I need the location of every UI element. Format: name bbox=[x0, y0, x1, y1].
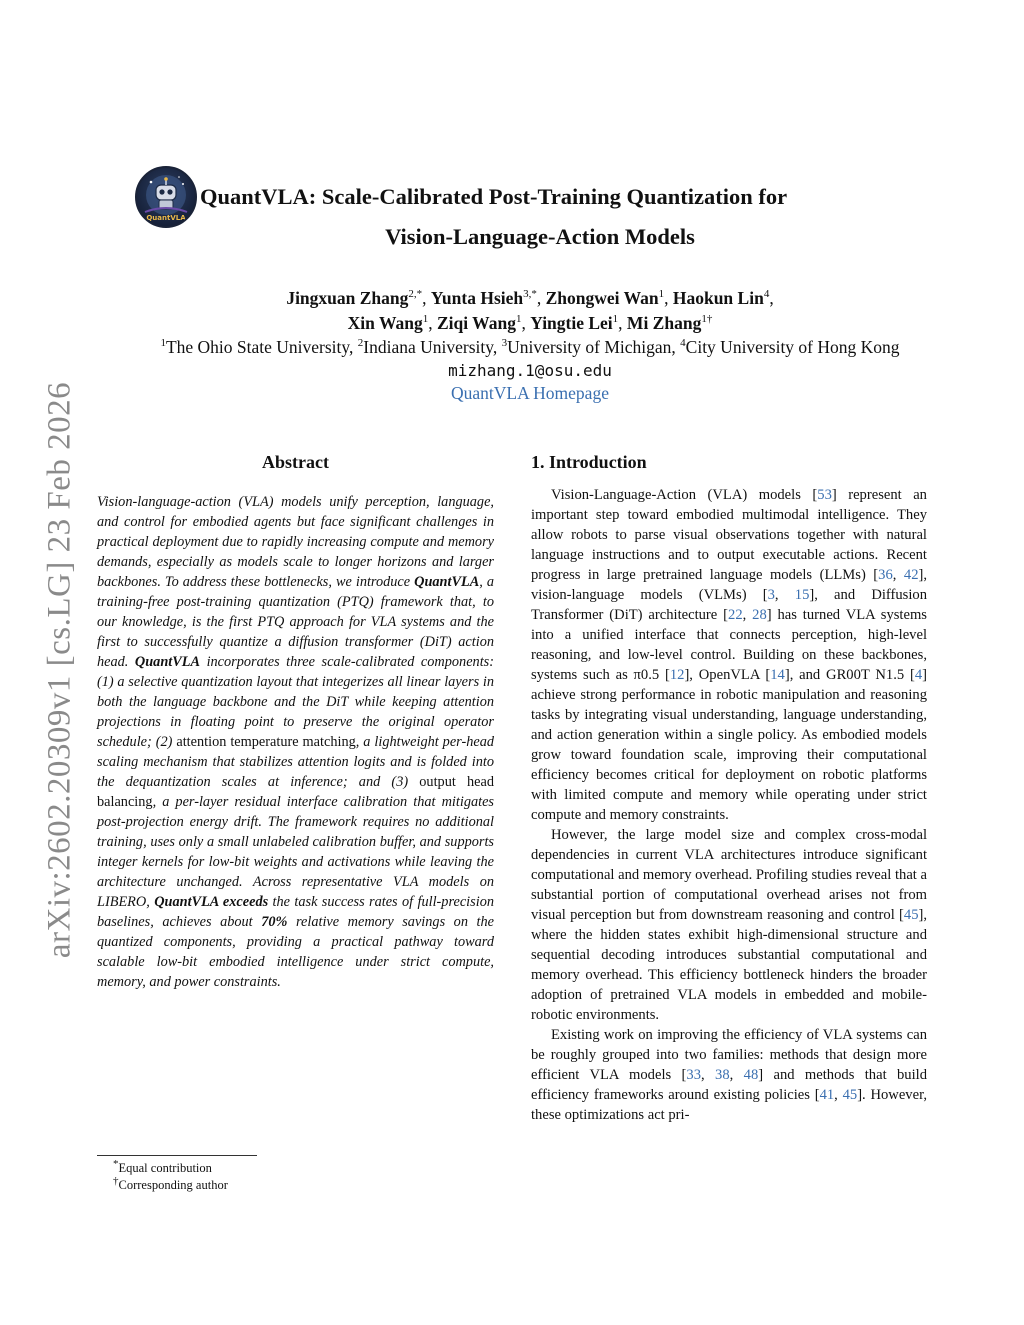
citation-link[interactable]: 48 bbox=[743, 1067, 759, 1083]
paper-title-line-1: QuantVLA: Scale-Calibrated Post-Training Quantization for bbox=[200, 184, 788, 209]
affiliation: The Ohio State University, bbox=[165, 337, 358, 357]
author-affiliation-mark: 1 bbox=[658, 288, 665, 301]
citation-link[interactable]: 33 bbox=[686, 1067, 701, 1083]
memory-savings-value: 70% bbox=[261, 914, 288, 930]
affiliation-mark: 4 bbox=[680, 337, 686, 350]
citation-link[interactable]: 12 bbox=[669, 667, 685, 683]
citation-link[interactable]: 38 bbox=[715, 1067, 730, 1083]
abstract-body: Vision-language-action (VLA) models unify perception, language, and control for embodied agents but face significant challenges in practical deployment due to rapidly increasing compute and memory demands, especially as models scale to longer horizons and larger backbones. To address these bottlenecks, we introduce QuantVLA, a training-free post-training quantization (PTQ) framework that, to our knowledge, is the first PTQ approach for VLA systems and the first to successfully quantize a diffusion transformer (DiT) action head. QuantVLA incorporates three scale-calibrated components: (1) a selective quantization layout that integerizes all linear layers in both the language backbone and the DiT while keeping attention projections in floating point to preserve the original operator schedule; (2) attention temperature matching, a lightweight per-head scaling mechanism that stabilizes attention logits and is folded into the dequantization scales at inference; and (3) output head balancing, a per-layer residual interface calibration that mitigates post-projection energy drift. The framework requires no additional training, uses only a small unlabeled calibration buffer, and supports integer kernels for low-bit weights and activations while leaving the architecture unchanged. Across representative VLA models on LIBERO, QuantVLA exceeds the task success rates of full-precision baselines, achieves about 70% relative memory savings on the quantized components, providing a practical pathway toward scalable low-bit embodied intelligence under strict compute, memory, and power constraints. bbox=[97, 494, 495, 990]
author-affiliation-mark: 2,* bbox=[408, 288, 423, 301]
citation-link[interactable]: 4 bbox=[914, 667, 923, 683]
author-list-line-2: Xin Wang$^1$, Ziqi Wang$^1$, Yingtie Lei$^1$, Mi Zhang$^{1\dagger}$ bbox=[347, 313, 713, 333]
author: Xin Wang bbox=[347, 313, 423, 333]
component-name: attention temperature matching bbox=[176, 734, 356, 750]
logo-text: QuantVLA bbox=[146, 214, 186, 222]
arxiv-identifier: arXiv:2602.20309v1 [cs.LG] 23 Feb 2026 bbox=[41, 381, 78, 959]
citation-link[interactable]: 41 bbox=[819, 1087, 835, 1103]
contact-email[interactable]: mizhang.1@osu.edu bbox=[448, 361, 612, 380]
citation-link[interactable]: 45 bbox=[842, 1087, 858, 1103]
author-affiliation-mark: 3,* bbox=[523, 288, 537, 301]
affiliation: Indiana University, bbox=[363, 337, 502, 357]
paper-title-line-2: Vision-Language-Action Models bbox=[385, 224, 695, 249]
author-list-line-1: Jingxuan Zhang$^{2,*}$, Yunta Hsieh$^{3,*}$, Zhongwei Wan$^1$, Haokun Lin$^4$, bbox=[286, 288, 774, 308]
citation-link[interactable]: 53 bbox=[817, 487, 832, 503]
author-affiliation-mark: 1 bbox=[422, 313, 429, 326]
citation-link[interactable]: 45 bbox=[903, 907, 919, 923]
method-name: QuantVLA bbox=[414, 574, 480, 590]
citation-link[interactable]: 28 bbox=[752, 607, 767, 623]
footnote: *Equal contribution bbox=[113, 1157, 212, 1175]
author-affiliation-mark: 4 bbox=[763, 288, 770, 301]
abstract-heading: Abstract bbox=[262, 452, 329, 472]
footnotes bbox=[113, 1157, 228, 1194]
affiliation-mark: 2 bbox=[357, 337, 364, 350]
author: Jingxuan Zhang bbox=[286, 288, 409, 308]
citation-link[interactable]: 14 bbox=[770, 667, 785, 683]
paragraph: Vision-Language-Action (VLA) models [53] represent an important step toward embodied multimodal intelligence. They allow robots to parse visual observations together with natural language instructions and to output executable actions. Recent progress in large pretrained language models (LLMs) [36, 42], vision-language models (VLMs) [3, 15], and Diffusion Transformer (DiT) architecture [22, 28] has turned VLA systems into a unified interface that connects perception, high-level reasoning, and low-level control. Building on these backbones, systems such as π0.5 [12], OpenVLA [14], and GR00T N1.5 [4] achieve strong performance in robotic manipulation and reasoning tasks by integrating visual understanding, language understanding, and action generation within a single policy. As embodied models grow toward foundation scale, improving their computational efficiency becomes critical for deployment on robotic platforms with limited compute and memory while operating under strict compute and memory constraints. bbox=[531, 487, 927, 823]
component-name: output head balancing bbox=[97, 774, 494, 810]
affiliation: City University of Hong Kong bbox=[685, 337, 900, 357]
affiliation-mark: 1 bbox=[160, 337, 166, 350]
footnote-divider bbox=[97, 1155, 257, 1156]
introduction-heading: 1. Introduction bbox=[531, 452, 647, 472]
author-affiliation-mark: 1† bbox=[701, 313, 713, 326]
result-highlight: QuantVLA exceeds bbox=[154, 894, 269, 910]
author-affiliation-mark: 1 bbox=[515, 313, 522, 326]
affiliation: University of Michigan, bbox=[507, 337, 681, 357]
author: Ziqi Wang bbox=[436, 313, 516, 333]
author: Zhongwei Wan bbox=[545, 288, 659, 308]
affiliation-mark: 3 bbox=[501, 337, 508, 350]
author: Mi Zhang bbox=[626, 313, 702, 333]
method-name: QuantVLA bbox=[134, 654, 201, 670]
author: Yingtie Lei bbox=[530, 313, 613, 333]
author-affiliation-mark: 1 bbox=[612, 313, 619, 326]
paragraph: However, the large model size and complex cross-modal dependencies in current VLA architectures introduce significant computational and memory overhead. Profiling studies reveal that a substantial portion of computational overhead arises not from visual perception but from downstream reasoning and control [45], where the hidden states exhibit high-dimensional structure and sequential decoding introduces substantial computational and memory overhead. This efficiency bottleneck hinders the broader adoption of pretrained VLA models in embedded and mobile-robotic environments. bbox=[531, 827, 927, 1023]
introduction-body bbox=[531, 485, 927, 1125]
author: Haokun Lin bbox=[672, 288, 764, 308]
citation-link[interactable]: 36 bbox=[878, 567, 893, 583]
citation-link[interactable]: 3 bbox=[767, 587, 775, 603]
quantvla-logo-icon bbox=[135, 166, 197, 228]
paragraph: Existing work on improving the efficiency of VLA systems can be roughly grouped into two families: methods that design more efficient VLA models [33, 38, 48] and methods that build efficiency frameworks around existing policies [41, 45]. However, these optimizations act pri- bbox=[531, 1027, 928, 1123]
author: Yunta Hsieh bbox=[430, 288, 524, 308]
homepage-link[interactable]: QuantVLA Homepage bbox=[451, 383, 609, 403]
affiliations bbox=[62, 337, 998, 358]
footnote: †Corresponding author bbox=[113, 1174, 228, 1192]
citation-link[interactable]: 22 bbox=[728, 607, 743, 623]
citation-link[interactable]: 15 bbox=[794, 587, 810, 603]
citation-link[interactable]: 42 bbox=[903, 567, 919, 583]
